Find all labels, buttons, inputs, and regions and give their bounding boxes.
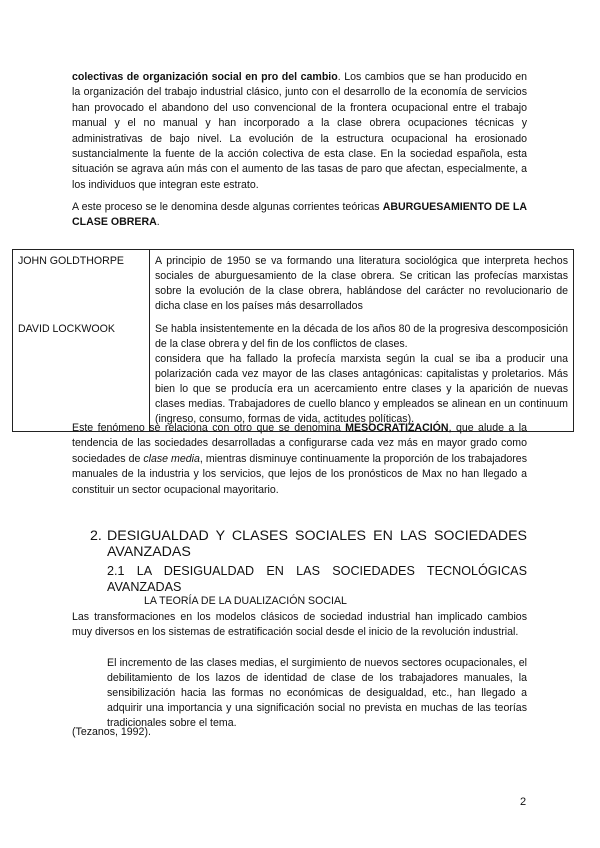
section-number: 2. [90,528,102,544]
author-description [150,316,574,432]
authors-table [12,249,574,432]
table-row [13,250,574,317]
page-number: 2 [520,796,527,808]
section-heading [90,528,527,560]
quote-paragraph: El incremento de las clases medias, el surgimiento de nuevos sectores ocupacionales, el debilitamiento de los lazos de identidad de clase de los trabajadores manuales, la sensibilización hacia las formas no económicas de desigualdad, etc., han llegado a adquirir una importancia y una significación social no prevista en muchas de las teorías tradicionales sobre el tema. [107,657,527,729]
meso-text-1: Este fenómeno se relaciona con otro que se denomina [72,422,346,434]
process-end: . [156,216,160,229]
intro-bold: colectivas de organización social en pro del cambio [72,71,338,83]
meso-italic: clase media [143,452,200,465]
process-text: A este proceso se le denomina desde algunas corrientes teóricas [72,201,383,213]
meso-text-2: , que alude a la tendencia de las sociedades desarrolladas a configurarse cada vez más en mayor grado como sociedades de [72,422,527,465]
citation: (Tezanos, 1992). [72,726,151,738]
subsubsection-heading: LA TEORÍA DE LA DUALIZACIÓN SOCIAL [144,595,347,607]
section-title: DESIGUALDAD Y CLASES SOCIALES EN LAS SOCIEDADES AVANZADAS [107,528,527,560]
meso-bold: MESOCRATIZACIÓN [345,422,449,434]
table-row [13,316,574,432]
meso-text-3: , mientras disminuye continuamente la proporción de los trabajadores manuales de la industria y los servicios, que lejos de los pronósticos de Max no han llegado a constituir un sector ocupacional mayoritario. [72,452,527,496]
mesocratizacion-paragraph [72,421,527,498]
intro-paragraph [72,70,527,193]
process-bold: ABURGUESAMIENTO DE LA CLASE OBRERA [72,201,527,229]
author-name: DAVID LOCKWOOK [13,316,150,432]
description-line-1: Se habla insistentemente en la década de los años 80 de la progresiva descomposición de la clase obrera y del fin de los conflictos de clases. [155,323,568,350]
description-line-2: considera que ha fallado la profecía marxista según la cual se iba a producir una polarización cada vez mayor de las clases antagónicas: capitalistas y proletarios. Más bien lo que se producía era un acercamiento entre clases y la aparición de nuevas clases medias. Trabajadores de cuello blanco y empleados se alinean en un continuum (ingreso, consumo, formas de vida, actitudes políticas). [155,353,568,425]
process-paragraph [72,200,527,231]
transform-paragraph: Las transformaciones en los modelos clásicos de sociedad industrial han implicado cambios muy diversos en los sistemas de estratificación social desde el inicio de la revolución industrial. [72,611,527,638]
author-description: A principio de 1950 se va formando una literatura sociológica que interpreta hechos sociales de aburguesamiento de la clase obrera. Se critican las profecías marxistas sobre la evolución de la clase obrera, hablándose del carácter no revolucionario de dicha clase en los países más desarrollados [150,250,574,317]
author-name: JOHN GOLDTHORPE [13,250,150,317]
subsection-heading: 2.1 LA DESIGUALDAD EN LAS SOCIEDADES TECNOLÓGICAS AVANZADAS [107,564,527,594]
intro-text: . Los cambios que se han producido en la organización del trabajo industrial clásico, junto con el desarrollo de la economía de servicios han provocado el abandono del uso convencional de la frontera ocupacional entre el trabajo manual y el no manual y han incorporado a la clase obrera ocupaciones técnicas y administrativas de bajo nivel. La evolución de la estructura ocupacional ha erosionado sustancialmente la fuente de la acción colectiva de esta clase. En la sociedad española, esta situación se agrava aún más con el aumento de las tasas de paro que afectan, especialmente, a los individuos que integran este estrato. [72,71,527,191]
